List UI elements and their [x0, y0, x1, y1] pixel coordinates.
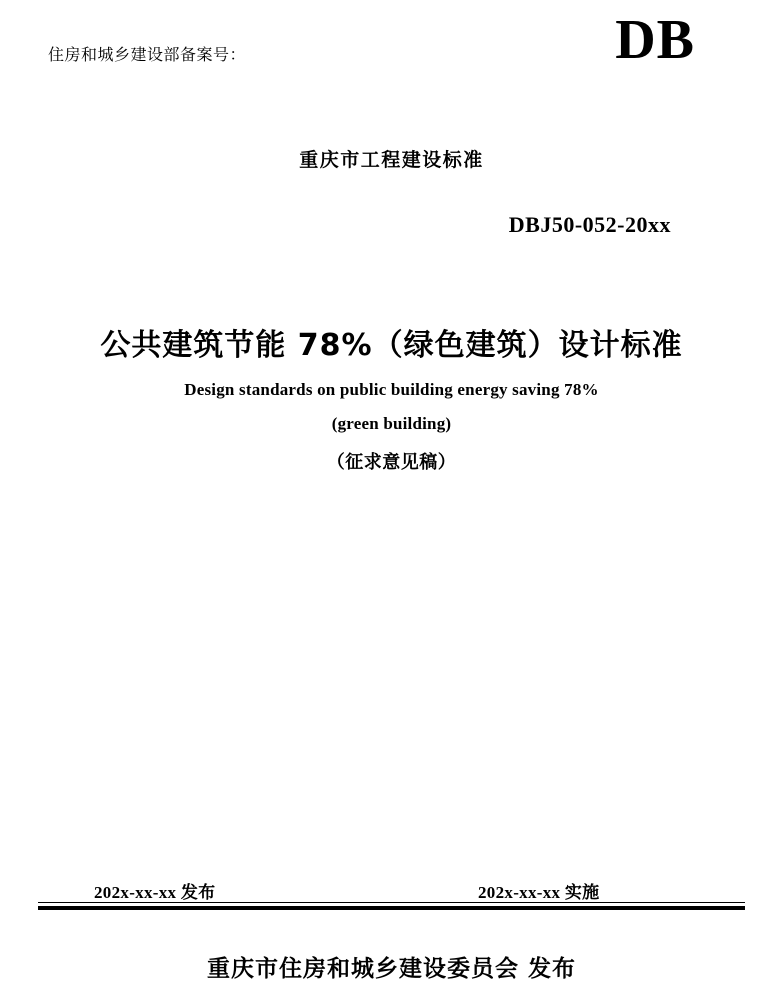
standard-series-line: 重庆市工程建设标准	[299, 149, 484, 171]
effective-date: 202x-xx-xx 实施	[478, 883, 600, 902]
document-title-english-line2: (green building)	[331, 414, 452, 433]
issue-date: 202x-xx-xx 发布	[94, 883, 216, 902]
draft-status-label: （征求意见稿）	[326, 452, 457, 473]
publisher-label: 重庆市住房和城乡建设委员会 发布	[206, 956, 576, 982]
divider-thick	[38, 906, 745, 910]
title-block	[0, 328, 783, 474]
divider-thin	[38, 902, 745, 903]
standard-mark: DB	[615, 9, 695, 71]
filing-number-label: 住房和城乡建设部备案号：	[48, 45, 247, 64]
standard-code: DBJ50-052-20xx	[508, 212, 671, 237]
document-title-english-line1: Design standards on public building energy saving 78%	[184, 380, 599, 399]
document-title-chinese: 公共建筑节能 78%（绿色建筑）设计标准	[100, 328, 683, 363]
